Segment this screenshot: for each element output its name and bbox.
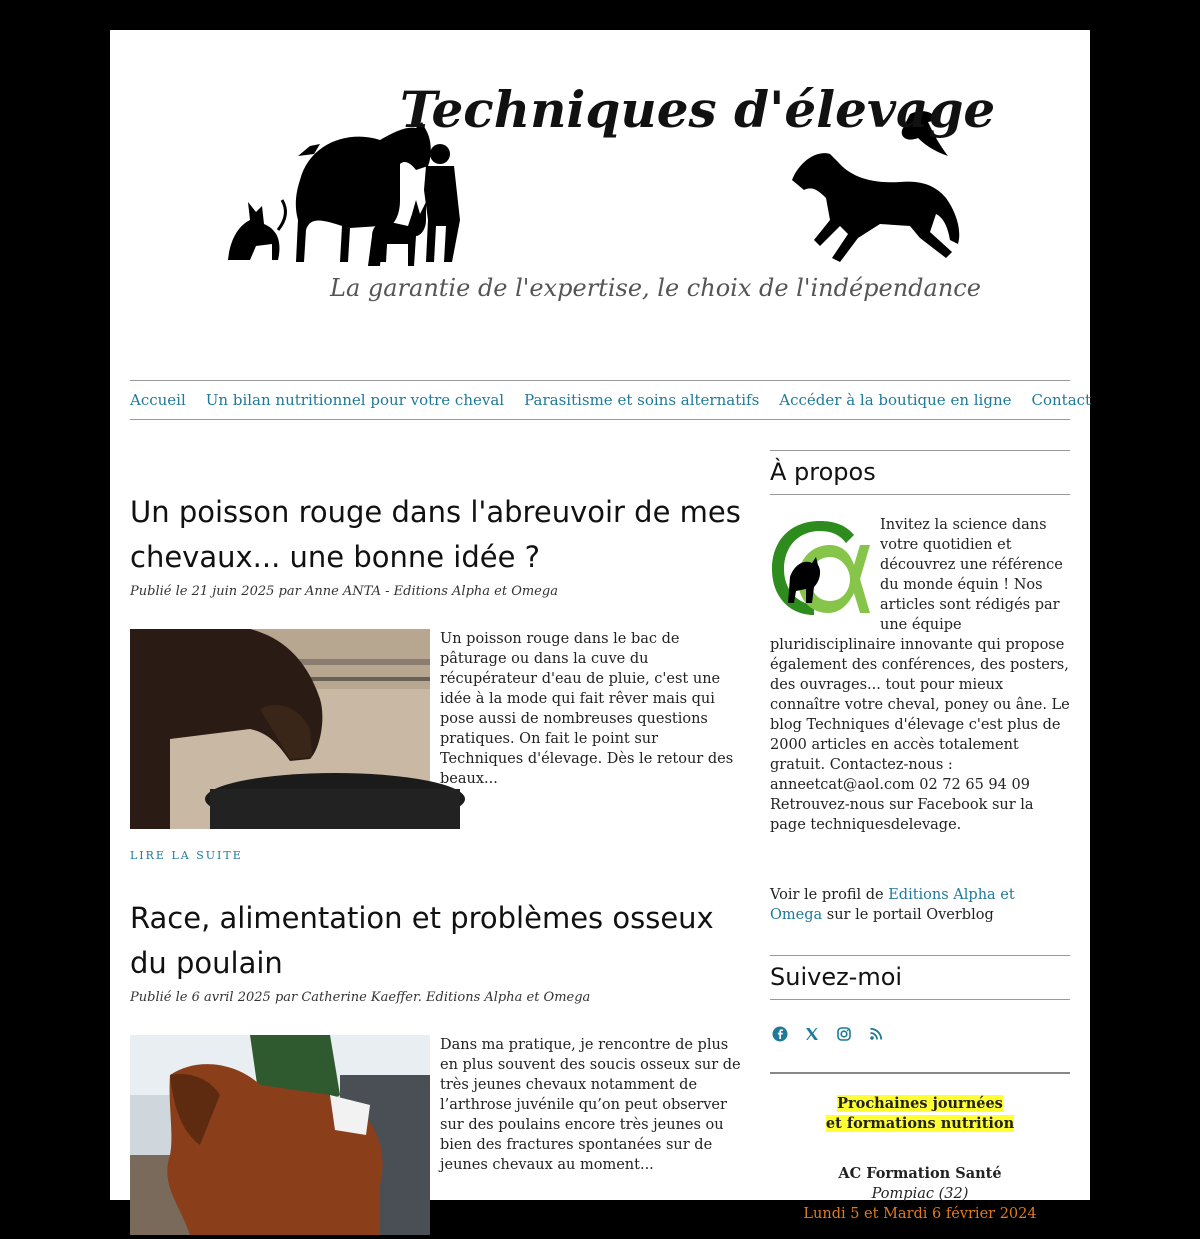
content-column (130, 490, 750, 1173)
post-title[interactable]: Race, alimentation et problèmes osseux du poulain (130, 901, 714, 980)
post-title[interactable]: Un poisson rouge dans l'abreuvoir de mes chevaux... une bonne idée ? (130, 495, 741, 574)
post-excerpt: Un poisson rouge dans le bac de pâturage ou dans la cuve du récupérateur d'eau de pluie, c'est une idée à la mode qui fait rêver mais qui pose aussi de nombreuses questions pratiques. On fait le point sur Techniques d'élevage. Dès le retour des beaux... (440, 631, 734, 787)
instagram-icon[interactable] (836, 1026, 852, 1042)
follow-widget-title: Suivez-moi (770, 955, 1070, 1000)
post-body (130, 1035, 750, 1235)
nav-item-boutique[interactable]: Accéder à la boutique en ligne (779, 391, 1012, 409)
profile-prefix: Voir le profil de (770, 887, 884, 903)
about-widget-title: À propos (770, 450, 1070, 495)
event-name: AC Formation Santé (838, 1165, 1002, 1182)
event-place: Pompiac (32) (871, 1186, 969, 1202)
nav-item-accueil[interactable]: Accueil (130, 391, 186, 409)
main-nav (130, 380, 1092, 420)
about-widget (770, 515, 1070, 835)
horse-drinking-image (130, 629, 430, 829)
post-article (130, 896, 750, 1235)
profile-widget (770, 885, 1070, 925)
events-heading-line1: Prochaines journées (837, 1095, 1003, 1112)
about-text: Invitez la science dans votre quotidien et découvrez une référence du monde équin ! Nos articles sont rédigés par une équipe pluridisciplinaire innovante qui propose également des conférences, des posters, des ouvrages... tout pour mieux connaître votre cheval, poney ou âne. Le blog Techniques d'élevage c'est plus de 2000 articles en accès totalement gratuit. Contactez-nous : anneetcat@aol.com 02 72 65 94 09 Retrouvez-nous sur Facebook sur la page techniquesdelevage. (770, 517, 1070, 833)
alpha-omega-logo (770, 517, 870, 617)
sidebar (770, 450, 1070, 1224)
site-title[interactable]: Techniques d'élevage (400, 80, 996, 139)
follow-widget (770, 955, 1070, 1042)
horse-silhouette-right (792, 153, 959, 262)
events-heading-line2: et formations nutrition (825, 1115, 1015, 1132)
nav-item-parasitisme[interactable]: Parasitisme et soins alternatifs (524, 391, 760, 409)
facebook-icon[interactable] (772, 1026, 788, 1042)
post-excerpt: Dans ma pratique, je rencontre de plus en plus souvent des soucis osseux sur de très jeunes chevaux notamment de l’arthrose juvénile qu’on peut observer sur des poulains encore très jeunes ou bien des fractures spontanées sur de jeunes chevaux au moment... (440, 1037, 741, 1173)
read-more-link[interactable]: LIRE LA SUITE (130, 849, 243, 862)
post-article (130, 490, 750, 863)
nav-item-contact[interactable]: Contact (1031, 391, 1092, 409)
x-twitter-icon[interactable] (804, 1026, 820, 1042)
nav-item-bilan-nutritionnel[interactable]: Un bilan nutritionnel pour votre cheval (205, 391, 505, 409)
dressage-horse-image (130, 1035, 430, 1235)
profile-suffix: sur le portail Overblog (826, 907, 994, 923)
post-thumbnail[interactable] (130, 1035, 430, 1235)
events-widget (770, 1072, 1070, 1224)
profile-link[interactable]: Editions Alpha et Omega (770, 887, 1015, 923)
social-links (772, 1026, 1070, 1042)
page (110, 30, 1092, 1222)
post-meta: Publié le 21 juin 2025 par Anne ANTA - Editions Alpha et Omega (130, 584, 558, 599)
site-banner[interactable] (110, 30, 1090, 370)
event-date: Lundi 5 et Mardi 6 février 2024 (803, 1206, 1037, 1222)
site-tagline: La garantie de l'expertise, le choix de l'indépendance (330, 274, 981, 302)
post-thumbnail[interactable] (130, 629, 430, 829)
person-silhouette (424, 144, 460, 262)
post-body (130, 629, 750, 829)
rss-icon[interactable] (868, 1026, 884, 1042)
cat-silhouette (228, 200, 285, 260)
post-meta: Publié le 6 avril 2025 par Catherine Kaeffer. Editions Alpha et Omega (130, 990, 591, 1005)
